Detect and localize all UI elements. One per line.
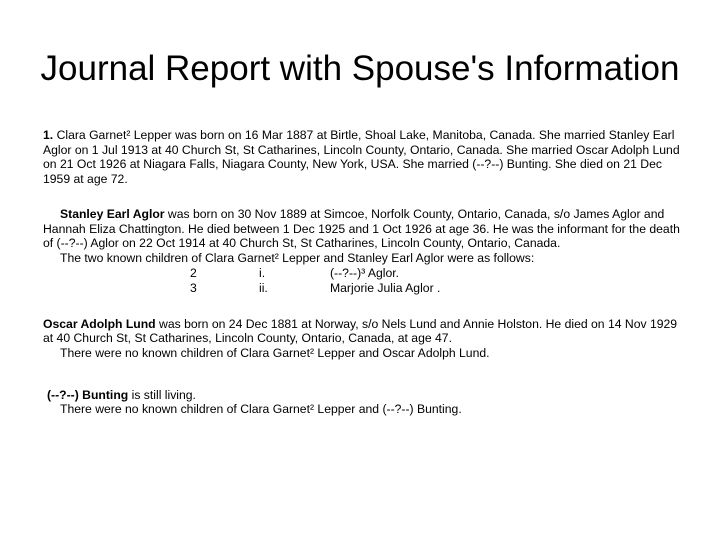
page-title: Journal Report with Spouse's Information [40, 49, 680, 88]
child-name: Marjorie Julia Aglor . [330, 281, 441, 296]
journal-report-body [43, 128, 683, 417]
spouse-text: was born on 30 Nov 1889 at Simcoe, Norfolk County, Ontario, Canada, s/o James Aglor and Hannah Eliza Chattington. He died between 1 Dec 1925 and 1 Oct 1926 at age 36. He was the informant for the death of (--?--) Aglor on 22 Oct 1914 at 40 Church St, St Catharines, Lincoln County, Ontario, Canada. [43, 206, 680, 251]
spouse-section-lund [43, 317, 683, 361]
spouse-text: was born on 24 Dec 1881 at Norway, s/o Nels Lund and Annie Holston. He died on 14 Nov 1929 at 40 Church St, St Catharines, Lincoln County, Ontario, Canada, at age 47. [43, 316, 678, 346]
child-number: 2 [190, 265, 197, 280]
spouse-name: Stanley Earl Aglor [60, 206, 165, 221]
spouse-paragraph [43, 388, 683, 403]
generation-number: 1. [43, 128, 54, 142]
children-intro: The two known children of Clara Garnet² Lepper and Stanley Earl Aglor were as follows: [60, 250, 535, 265]
no-children-note: There were no known children of Clara Garnet² Lepper and (--?--) Bunting. [60, 402, 462, 417]
spouse-paragraph [43, 207, 683, 251]
child-roman: i. [259, 265, 266, 280]
spouse-text: is still living. [128, 387, 196, 402]
child-row [43, 281, 683, 297]
spouse-section-bunting [43, 388, 683, 417]
no-children-note: There were no known children of Clara Garnet² Lepper and Oscar Adolph Lund. [60, 346, 490, 361]
child-name: (--?--)³ Aglor. [330, 265, 400, 280]
main-person-text: Clara Garnet² Lepper was born on 16 Mar 1887 at Birtle, Shoal Lake, Manitoba, Canada. She married Stanley Earl Aglor on 1 Jul 1913 at 40 Church St, St Catharines, Lincoln County, Ontario, Canada. She married Oscar Adolph Lund on 21 Oct 1926 at Niagara Falls, Niagara County, New York, USA. She married (--?--) Bunting. She died on 21 Dec 1959 at age 72. [43, 128, 680, 187]
spouse-section-aglor [43, 207, 683, 297]
spouse-name: Oscar Adolph Lund [43, 316, 156, 331]
child-row [43, 266, 683, 282]
spouse-paragraph [43, 317, 683, 346]
main-person-paragraph [43, 128, 683, 187]
child-roman: ii. [259, 281, 268, 296]
spouse-name: (--?--) Bunting [47, 387, 129, 402]
child-number: 3 [190, 281, 197, 296]
